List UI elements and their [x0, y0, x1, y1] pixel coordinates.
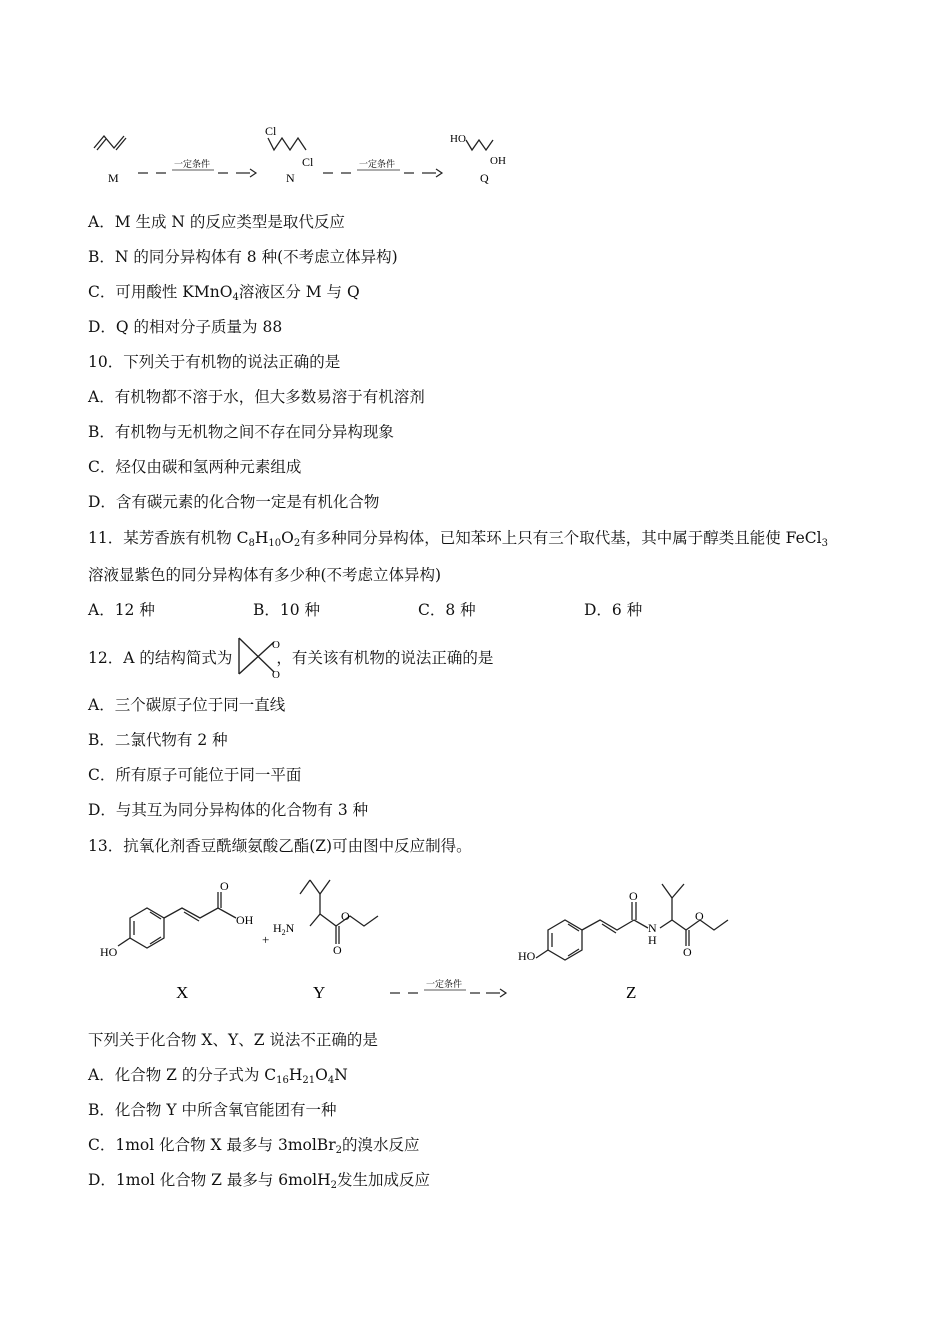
q11-option-c: C．8 种	[418, 601, 476, 619]
label-z: Z	[626, 983, 637, 1002]
condition-label-2: 一定条件	[359, 159, 396, 169]
reaction-scheme-m-n-q	[0, 0, 950, 200]
z-oxygen-3: O	[695, 909, 704, 923]
y-h2n: $H_2N$	[273, 921, 295, 937]
q12-stem: 12．A 的结构简式为 ，有关该有机物的说法正确的是	[88, 649, 494, 667]
q11-option-a: A．12 种	[88, 601, 155, 619]
compound-m-label: M	[108, 171, 119, 185]
condition-label-1: 一定条件	[174, 159, 211, 169]
label-x: X	[176, 983, 189, 1002]
ho-label: HO	[450, 133, 466, 145]
q10-option-a: A．有机物都不溶于水，但大多数易溶于有机溶剂	[88, 388, 425, 406]
q11-option-d: D．6 种	[584, 601, 643, 619]
oxygen-label-1: O	[272, 639, 280, 651]
z-oxygen-2: O	[683, 945, 692, 959]
q12-option-a: A．三个碳原子位于同一直线	[88, 696, 286, 714]
oxygen-label-2: O	[272, 669, 280, 680]
q13-stem-line2: 下列关于化合物 X、Y、Z 说法不正确的是	[88, 1031, 378, 1049]
z-ho: HO	[518, 949, 536, 963]
oh-label: OH	[490, 155, 506, 167]
q13-stem: 13．抗氧化剂香豆酰缬氨酸乙酯(Z)可由图中反应制得。	[88, 837, 472, 855]
x-oh: OH	[236, 913, 254, 927]
y-oxygen-1: O	[333, 943, 342, 957]
cl-label-1: Cl	[265, 124, 277, 138]
x-ho: HO	[100, 945, 118, 959]
q10-stem: 10．下列关于有机物的说法正确的是	[88, 353, 341, 371]
q11-stem-line2: 溶液显紫色的同分异构体有多少种(不考虑立体异构)	[88, 566, 442, 584]
cl-label-2: Cl	[302, 155, 314, 169]
q10-option-d: D．含有碳元素的化合物一定是有机化合物	[88, 493, 380, 511]
q11-option-b: B．10 种	[253, 601, 321, 619]
q9-option-c: C．可用酸性 KMnO$_4$溶液区分 M 与 Q	[88, 283, 360, 303]
reaction-scheme-x-y-z	[0, 870, 950, 1020]
q13-option-c: C．1mol 化合物 X 最多与 3molBr$_2$的溴水反应	[88, 1136, 420, 1156]
z-oxygen-1: O	[629, 889, 638, 903]
z-nh-h: H	[648, 933, 657, 947]
q13-option-d: D．1mol 化合物 Z 最多与 6molH$_2$发生加成反应	[88, 1171, 431, 1191]
structure-a-image	[234, 634, 284, 680]
q11-stem: 11．某芳香族有机物 $C_8H_{10}O_2$有多种同分异构体，已知苯环上只有三个取代基，其中属于醇类且能使 FeCl$_3$	[88, 529, 828, 549]
q12-option-d: D．与其互为同分异构体的化合物有 3 种	[88, 801, 369, 819]
q12-option-b: B．二氯代物有 2 种	[88, 731, 228, 749]
plus-sign: +	[262, 932, 270, 947]
q13-option-a: A．化合物 Z 的分子式为 $C_{16}H_{21}O_4N$	[88, 1066, 348, 1086]
q9-option-a: A．M 生成 N 的反应类型是取代反应	[88, 213, 345, 231]
q9-option-d: D．Q 的相对分子质量为 88	[88, 318, 283, 336]
q10-option-b: B．有机物与无机物之间不存在同分异构现象	[88, 423, 394, 441]
q13-option-b: B．化合物 Y 中所含氧官能团有一种	[88, 1101, 337, 1119]
compound-q-label: Q	[480, 171, 489, 185]
q10-option-c: C．烃仅由碳和氢两种元素组成	[88, 458, 302, 476]
compound-n-label: N	[286, 171, 295, 185]
x-oxygen: O	[220, 879, 229, 893]
q9-option-b: B．N 的同分异构体有 8 种(不考虑立体异构)	[88, 248, 398, 266]
z-nh-n: N	[648, 921, 657, 935]
condition-label-3: 一定条件	[426, 979, 463, 989]
label-y: Y	[313, 983, 326, 1002]
y-oxygen-2: O	[341, 909, 350, 923]
q12-option-c: C．所有原子可能位于同一平面	[88, 766, 302, 784]
